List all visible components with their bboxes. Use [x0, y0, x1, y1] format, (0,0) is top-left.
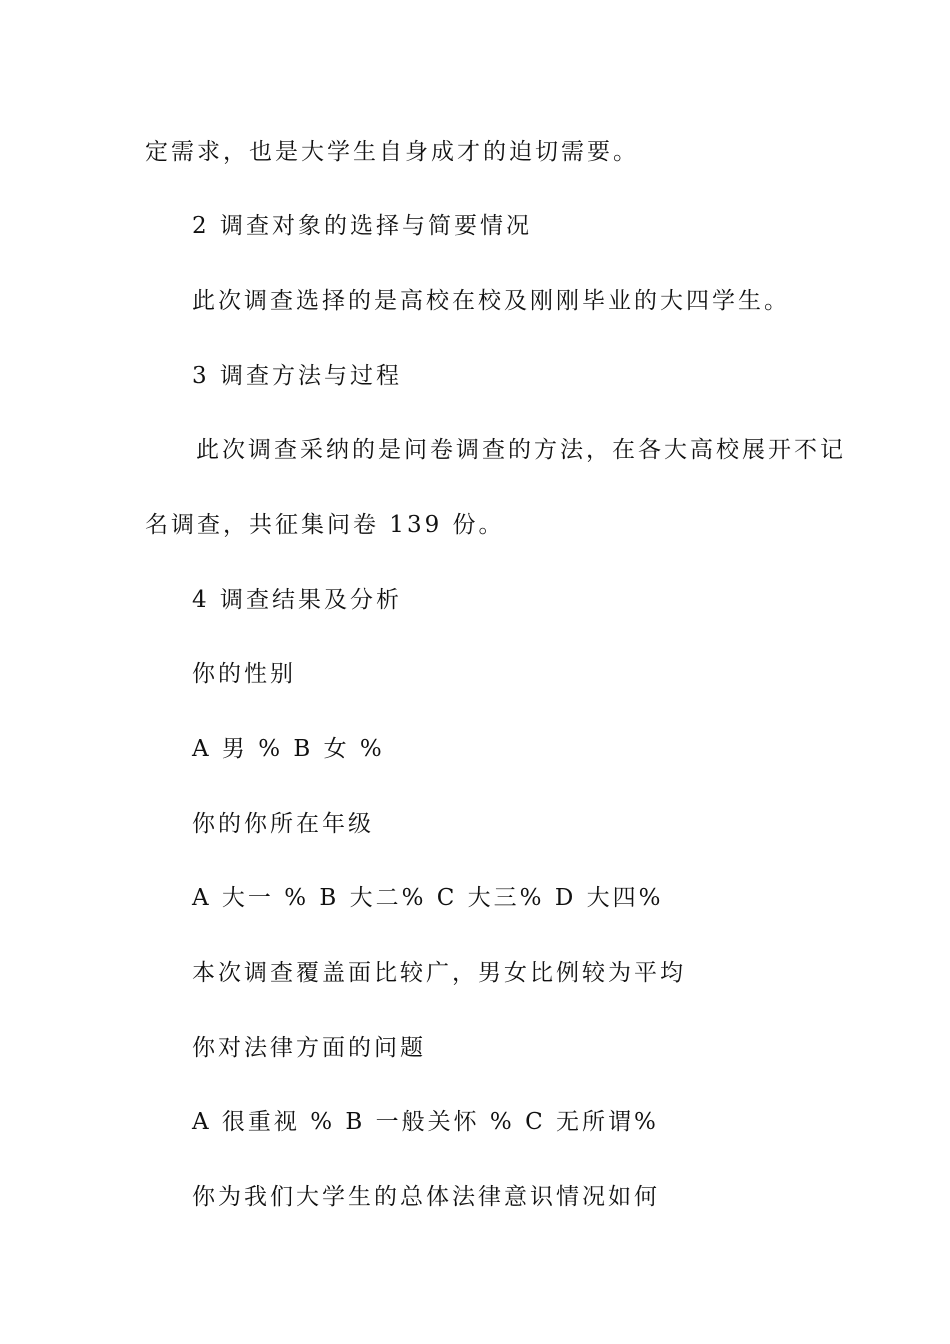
question-law-attitude: 你对法律方面的问题 — [192, 1035, 426, 1061]
answer-gender: A 男 % B 女 % — [192, 736, 385, 762]
answer-law-attitude: A 很重视 % B 一般关怀 % C 无所谓% — [192, 1109, 659, 1135]
paragraph-continuation: 定需求，也是大学生自身成才的迫切需要。 — [145, 139, 639, 165]
paragraph-survey-method-cont: 名调查，共征集问卷 139 份。 — [145, 512, 505, 538]
answer-grade: A 大一 % B 大二% C 大三% D 大四% — [192, 885, 664, 911]
question-gender: 你的性别 — [192, 661, 296, 687]
question-law-awareness: 你为我们大学生的总体法律意识情况如何 — [192, 1184, 660, 1210]
paragraph-survey-method: 此次调查采纳的是问卷调查的方法，在各大高校展开不记 — [196, 437, 846, 463]
section-heading-2: 2 调查对象的选择与简要情况 — [192, 213, 532, 239]
section-heading-4: 4 调查结果及分析 — [192, 587, 402, 613]
paragraph-survey-subjects: 此次调查选择的是高校在校及刚刚毕业的大四学生。 — [192, 288, 790, 314]
section-heading-3: 3 调查方法与过程 — [192, 363, 402, 389]
paragraph-coverage: 本次调查覆盖面比较广，男女比例较为平均 — [192, 960, 686, 986]
question-grade: 你的你所在年级 — [192, 811, 374, 837]
